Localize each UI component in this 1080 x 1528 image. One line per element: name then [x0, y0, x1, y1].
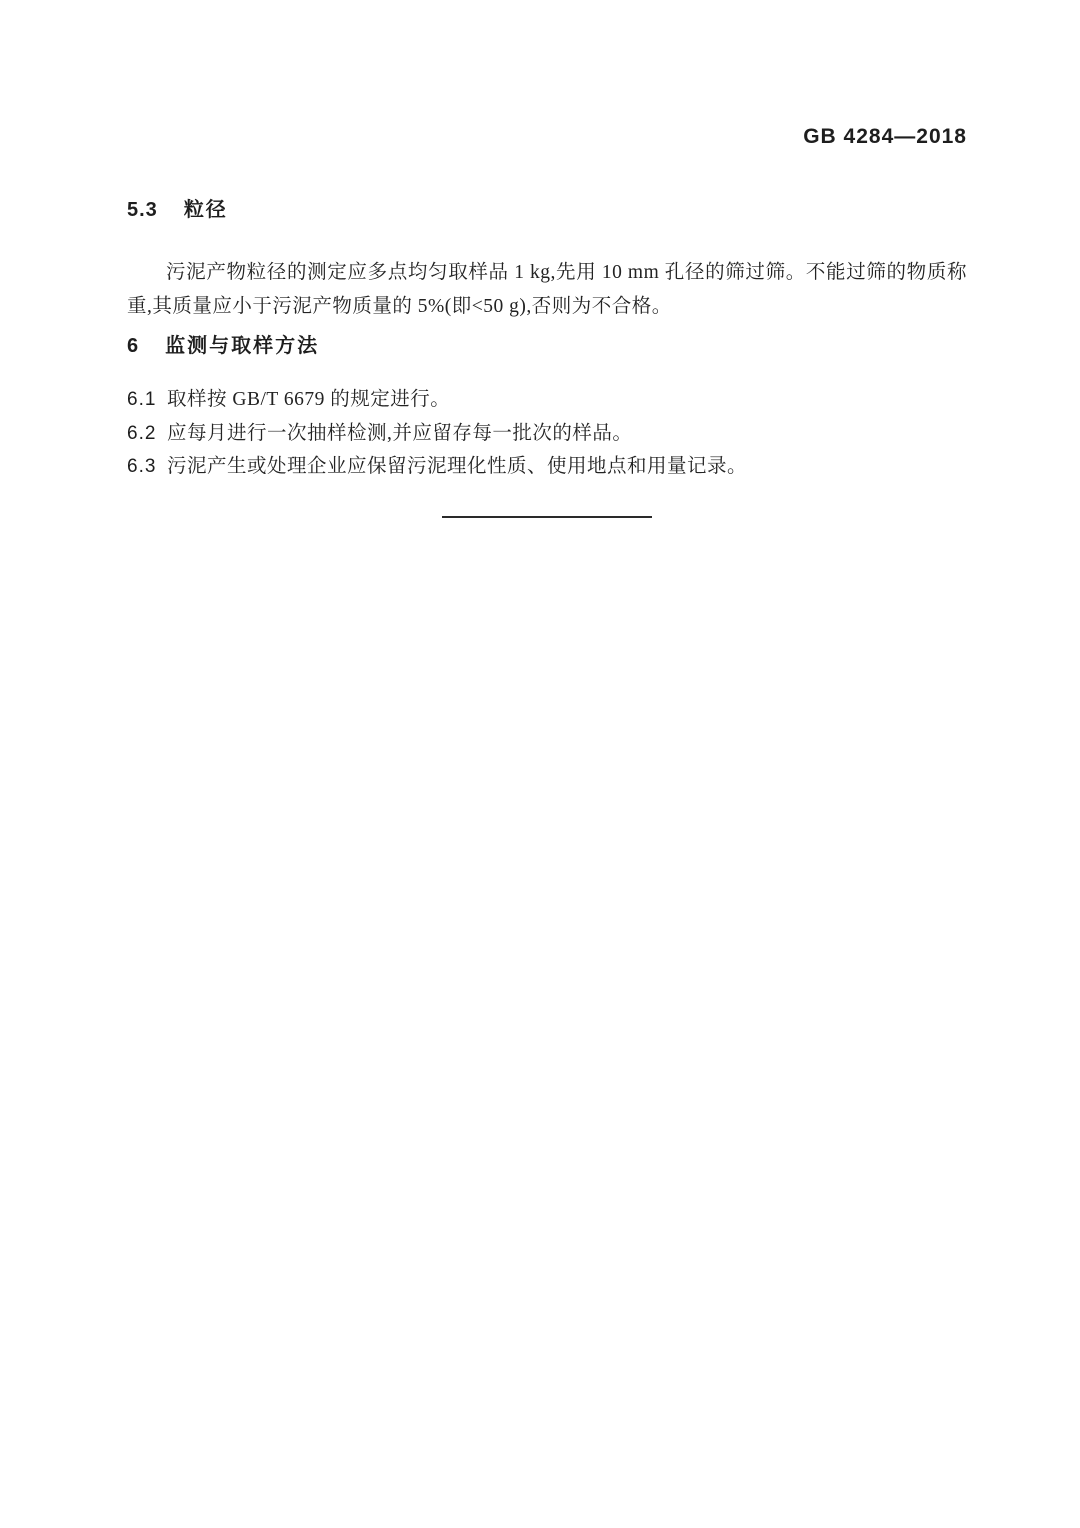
clause-row [127, 450, 967, 484]
section-title: 监测与取样方法 [165, 335, 320, 357]
section-title: 粒径 [183, 199, 228, 221]
clause-row [127, 417, 967, 451]
clause-number: 6.1 [127, 389, 157, 410]
clause-text: 应每月进行一次抽样检测,并应留存每一批次的样品。 [167, 422, 633, 444]
clause-text: 污泥产生或处理企业应保留污泥理化性质、使用地点和用量记录。 [167, 456, 748, 477]
section-5-3-paragraph: 污泥产物粒径的测定应多点均匀取样品 1 kg,先用 10 mm 孔径的筛过筛。不能过筛的物质称重,其质量应小于污泥产物质量的 5%(即<50 g),否则为不合格。 [127, 261, 967, 317]
clause-number: 6.2 [127, 422, 157, 444]
section-number: 6 [127, 335, 140, 357]
clause-text: 取样按 GB/T 6679 的规定进行。 [167, 389, 451, 410]
clause-list [127, 383, 967, 484]
clause-number: 6.3 [127, 456, 157, 477]
section-heading-5-3 [127, 193, 228, 222]
section-heading-6 [127, 329, 319, 358]
section-number: 5.3 [127, 199, 158, 221]
clause-row [127, 383, 967, 417]
standard-code-header: GB 4284—2018 [803, 125, 967, 148]
end-of-document-divider [442, 516, 652, 518]
